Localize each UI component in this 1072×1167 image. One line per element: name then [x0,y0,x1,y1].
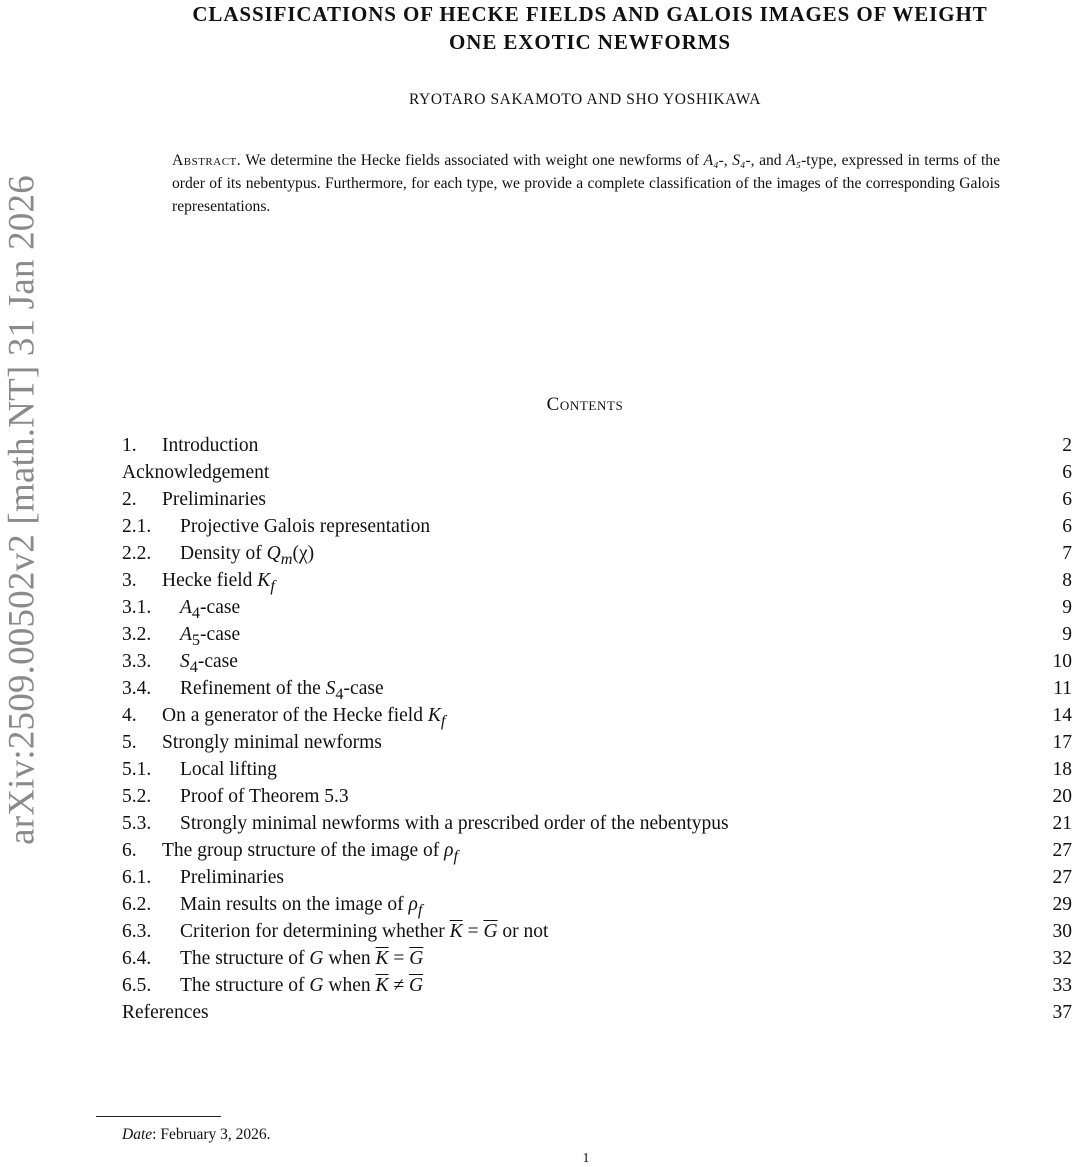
toc-label-label-pre: Refinement of the [180,678,326,699]
toc-label-label-sub: f [417,900,423,919]
toc-entry-page: 37 [1052,1002,1072,1023]
toc-entry-page: 6 [1062,462,1072,483]
toc-entry-page: 6 [1062,489,1072,510]
toc-label-label-pre: The group structure of the image of [162,840,445,861]
toc-entry[interactable] [122,729,1072,756]
toc-label-label: Local lifting [180,759,277,780]
toc-label-label-pre: Criterion for determining whether [180,921,450,942]
toc-label-math-b: $\overline{G}$ [483,921,498,942]
abstract-a4: A₄ [703,152,719,169]
toc-entry-label [122,459,1032,486]
toc-entry-page: 9 [1062,624,1072,645]
toc-label-label-math: S [180,651,190,672]
toc-label-label: Introduction [162,435,259,456]
toc-entry-page: 14 [1052,705,1072,726]
toc-label-math-b: $\overline{G}$ [408,975,424,996]
toc-entry-number: 5.1. [122,759,152,780]
toc-label-label-math: K [427,705,441,726]
toc-entry-page: 18 [1052,759,1072,780]
toc-entry[interactable] [122,756,1072,783]
toc-entry-number: 3.4. [122,678,152,699]
toc-label-op: = [462,921,484,942]
toc-entry-number: 6.1. [122,867,152,888]
toc-label-label-post: -case [343,678,384,699]
toc-entry[interactable] [122,810,1072,837]
toc-label-label-post: or not [497,921,549,942]
toc-label-label-pre: The structure of [180,975,310,996]
toc-label-label: References [122,1002,209,1023]
toc-label-label-sub: 4 [335,684,344,703]
toc-entry-page: 2 [1062,435,1072,456]
toc-entry[interactable] [122,945,1072,972]
toc-label-label-sub: 4 [189,657,198,676]
abstract-a5: A₅ [786,152,802,169]
toc-entry-page: 30 [1052,921,1072,942]
toc-label-label-pre: On a generator of the Hecke field [162,705,428,726]
toc-label-label-post: -case [197,651,238,672]
toc-entry[interactable] [122,972,1072,999]
toc-entry-label [180,621,1032,648]
toc-entry[interactable] [122,783,1072,810]
toc-entry[interactable] [122,648,1072,675]
table-of-contents [122,432,1072,1026]
toc-entry-page: 6 [1062,516,1072,537]
toc-entry-page: 10 [1052,651,1072,672]
toc-label-label-sub: 5 [191,630,201,649]
toc-entry-label [180,594,1032,621]
authors: RYOTARO SAKAMOTO AND SHO YOSHIKAWA [408,91,762,108]
toc-label-label-pre: Hecke field [162,570,258,591]
abstract-label: Abstract. [172,152,242,169]
toc-label-label-math: A [180,624,192,645]
title-line-2: ONE EXOTIC NEWFORMS [449,30,731,54]
toc-label-label-math: Q [266,543,281,564]
toc-entry-number: 3.2. [122,624,152,645]
abstract-s4: S₄ [732,152,746,169]
abstract-text-4: -type, expressed in terms of the order of its nebentypus. Furthermore, for each type, we provide a complete classification of the images of the corresponding Galois representations. [172,152,1000,215]
toc-entry[interactable] [122,594,1072,621]
toc-label-label-sub: 4 [191,603,201,622]
toc-entry-page: 9 [1062,597,1072,618]
abstract-text-3: -, and [745,152,787,169]
toc-entry[interactable] [122,864,1072,891]
toc-label-label: Acknowledgement [122,462,270,483]
toc-entry-number: 2.2. [122,543,152,564]
abstract [172,149,1000,218]
footnote [122,1126,271,1144]
toc-label-label-sub: f [270,576,275,595]
toc-label-math-a: $\overline{K}$ [375,948,389,969]
toc-label-label: Strongly minimal newforms with a prescribed order of the nebentypus [180,813,729,834]
toc-entry-label [180,891,1032,918]
footnote-text: : February 3, 2026. [152,1126,271,1143]
toc-label-label-math: S [325,678,336,699]
toc-entry[interactable] [122,567,1072,594]
toc-label-label-pre: The structure of [180,948,310,969]
toc-entry-number: 3.3. [122,651,152,672]
toc-entry-label [180,810,1032,837]
toc-label-math-a: $\overline{K}$ [375,975,389,996]
toc-entry-label [180,918,1032,945]
toc-entry-label [180,864,1032,891]
abstract-text-1: We determine the Hecke fields associated with weight one newforms of [241,152,704,169]
toc-entry-label [180,945,1032,972]
toc-entry[interactable] [122,891,1072,918]
toc-entry-label [162,486,1032,513]
toc-entry-number: 5.3. [122,813,152,834]
toc-entry-page: 11 [1053,678,1072,699]
toc-entry-page: 8 [1062,570,1072,591]
toc-label-label: Preliminaries [162,489,266,510]
toc-label-label-math: ρ [408,894,418,915]
toc-entry-number: 4. [122,705,137,726]
toc-entry[interactable] [122,999,1072,1026]
toc-entry-page: 32 [1052,948,1072,969]
toc-label-label-math: K [257,570,271,591]
toc-entry[interactable] [122,675,1072,702]
toc-label-math-a: $\overline{K}$ [449,921,463,942]
toc-label-label: Preliminaries [180,867,284,888]
toc-entry-label [122,999,1032,1026]
toc-entry[interactable] [122,702,1072,729]
toc-label-label-math: G [309,975,324,996]
toc-entry-label [162,702,1032,729]
toc-entry-label [162,567,1032,594]
toc-entry-number: 6.5. [122,975,152,996]
toc-entry[interactable] [122,432,1072,459]
toc-entry-label [162,837,1032,864]
toc-entry[interactable] [122,837,1072,864]
abstract-text-2: -, [718,152,733,169]
toc-label-label-post: -case [200,597,241,618]
toc-entry-number: 6. [122,840,137,861]
footnote-rule [96,1116,221,1117]
toc-entry-label [180,783,1032,810]
toc-entry-label [162,432,1032,459]
toc-entry-label [180,648,1032,675]
toc-label-label-sub: f [440,711,446,730]
toc-label-label-math: A [180,597,192,618]
toc-entry-label [180,756,1032,783]
toc-label-op: = [388,948,410,969]
page-number: 1 [582,1151,590,1166]
toc-entry-number: 2.1. [122,516,152,537]
toc-entry[interactable] [122,486,1072,513]
toc-label-label: Proof of Theorem 5.3 [180,786,349,807]
toc-entry-page: 29 [1052,894,1072,915]
toc-entry-label [180,972,1032,999]
toc-entry-number: 5.2. [122,786,152,807]
toc-entry-page: 33 [1052,975,1072,996]
toc-label-op: ≠ [388,975,409,996]
toc-entry-number: 3.1. [122,597,152,618]
toc-entry[interactable] [122,621,1072,648]
toc-entry-label [180,540,1032,567]
footnote-label: Date [122,1126,153,1143]
toc-entry-number: 2. [122,489,137,510]
toc-entry[interactable] [122,459,1072,486]
toc-entry-label [180,675,1032,702]
toc-entry-page: 17 [1052,732,1072,753]
toc-entry-number: 6.2. [122,894,152,915]
toc-entry-label [180,513,1032,540]
toc-entry-number: 1. [122,435,137,456]
toc-entry-page: 27 [1052,867,1072,888]
title-line-1: CLASSIFICATIONS OF HECKE FIELDS AND GALOIS IMAGES OF WEIGHT [192,2,988,26]
toc-label-label: Strongly minimal newforms [162,732,382,753]
toc-label-label-math: ρ [444,840,454,861]
toc-label-label-sub: f [453,846,459,865]
toc-entry-page: 27 [1052,840,1072,861]
toc-label-label-mid: when [323,948,376,969]
paper-title [90,0,1072,56]
toc-entry-number: 6.3. [122,921,152,942]
toc-label-label-post: -case [200,624,241,645]
toc-label-label-pre: Density of [180,543,267,564]
toc-entry[interactable] [122,513,1072,540]
toc-entry-number: 3. [122,570,137,591]
toc-label-label-pre: Main results on the image of [180,894,409,915]
toc-label-label-post: (χ) [292,543,315,564]
toc-label-label-sub: m [280,549,293,568]
contents-heading: Contents [546,394,624,415]
toc-entry-label [162,729,1032,756]
toc-entry[interactable] [122,540,1072,567]
toc-entry-number: 5. [122,732,137,753]
arxiv-side-stamp [0,0,44,1166]
toc-label-label-math: G [309,948,324,969]
toc-entry-page: 7 [1062,543,1072,564]
toc-label-label-mid: when [323,975,376,996]
toc-label-label: Projective Galois representation [180,516,431,537]
toc-label-math-b: $\overline{G}$ [409,948,424,969]
toc-entry-page: 20 [1052,786,1072,807]
toc-entry[interactable] [122,918,1072,945]
toc-entry-number: 6.4. [122,948,152,969]
toc-entry-page: 21 [1052,813,1072,834]
arxiv-identifier: arXiv:2509.00502v2 [math.NT] 31 Jan 2026 [1,175,43,845]
